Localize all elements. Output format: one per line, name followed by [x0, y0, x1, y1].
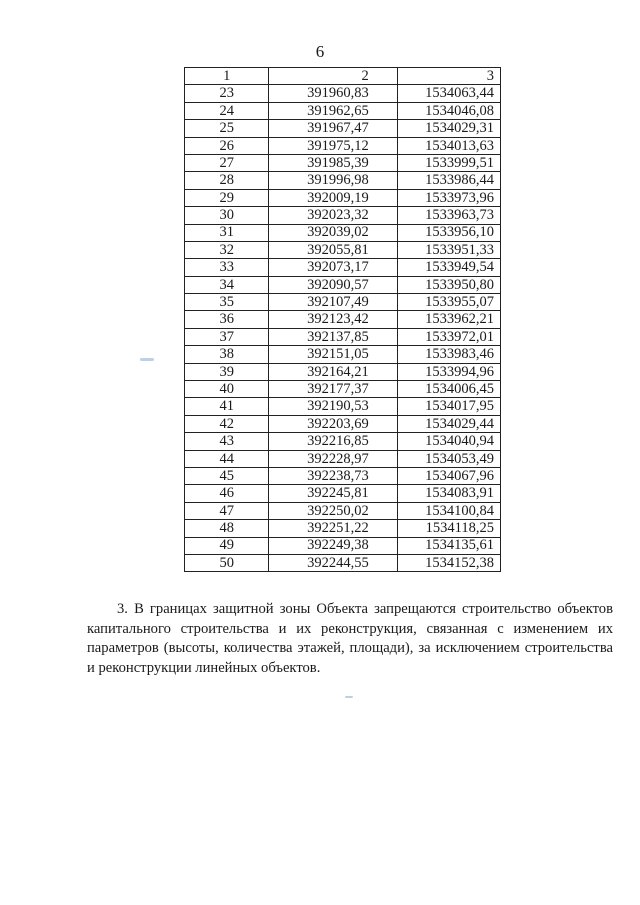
point-number-cell: 44	[185, 450, 269, 467]
table-row	[185, 433, 501, 450]
y-coordinate-cell: 1534006,45	[397, 381, 500, 398]
point-number-cell: 32	[185, 241, 269, 258]
page-number: 6	[315, 42, 325, 61]
column-header-2: 2	[269, 68, 397, 85]
x-coordinate-cell: 391962,65	[269, 102, 397, 119]
table-body	[185, 85, 501, 572]
x-coordinate-cell: 392055,81	[269, 241, 397, 258]
x-coordinate-cell: 392009,19	[269, 189, 397, 206]
table-row	[185, 137, 501, 154]
y-coordinate-cell: 1533994,96	[397, 363, 500, 380]
point-number-cell: 26	[185, 137, 269, 154]
x-coordinate-cell: 392249,38	[269, 537, 397, 554]
point-number-cell: 36	[185, 311, 269, 328]
table-row	[185, 520, 501, 537]
x-coordinate-cell: 392123,42	[269, 311, 397, 328]
y-coordinate-cell: 1533986,44	[397, 172, 500, 189]
table-row	[185, 241, 501, 258]
restriction-paragraph: 3. В границах защитной зоны Объекта запрещаются строительство объектов капитального строительства и их реконструкция, связанная с изменением их параметров (высоты, количества этажей, площади), за исключением строительства и реконструкции линейных объектов.	[87, 601, 613, 676]
y-coordinate-cell: 1534046,08	[397, 102, 500, 119]
x-coordinate-cell: 392228,97	[269, 450, 397, 467]
y-coordinate-cell: 1533949,54	[397, 259, 500, 276]
y-coordinate-cell: 1533955,07	[397, 294, 500, 311]
table-row	[185, 363, 501, 380]
table-row	[185, 224, 501, 241]
table-row	[185, 467, 501, 484]
point-number-cell: 42	[185, 415, 269, 432]
y-coordinate-cell: 1533999,51	[397, 154, 500, 171]
point-number-cell: 25	[185, 120, 269, 137]
y-coordinate-cell: 1534063,44	[397, 85, 500, 102]
x-coordinate-cell: 392073,17	[269, 259, 397, 276]
table-row	[185, 450, 501, 467]
point-number-cell: 39	[185, 363, 269, 380]
table-row	[185, 311, 501, 328]
x-coordinate-cell: 392090,57	[269, 276, 397, 293]
point-number-cell: 50	[185, 554, 269, 571]
table-row	[185, 346, 501, 363]
table-row	[185, 415, 501, 432]
table-row	[185, 120, 501, 137]
table-row	[185, 154, 501, 171]
point-number-cell: 41	[185, 398, 269, 415]
x-coordinate-cell: 392190,53	[269, 398, 397, 415]
y-coordinate-cell: 1533956,10	[397, 224, 500, 241]
point-number-cell: 23	[185, 85, 269, 102]
x-coordinate-cell: 391960,83	[269, 85, 397, 102]
y-coordinate-cell: 1534100,84	[397, 502, 500, 519]
y-coordinate-cell: 1533963,73	[397, 207, 500, 224]
table-row	[185, 276, 501, 293]
coordinates-table	[184, 67, 501, 572]
point-number-cell: 29	[185, 189, 269, 206]
column-header-3: 3	[397, 68, 500, 85]
point-number-cell: 47	[185, 502, 269, 519]
x-coordinate-cell: 392164,21	[269, 363, 397, 380]
table-row	[185, 189, 501, 206]
y-coordinate-cell: 1534040,94	[397, 433, 500, 450]
table-row	[185, 259, 501, 276]
point-number-cell: 40	[185, 381, 269, 398]
table-row	[185, 381, 501, 398]
table-row	[185, 328, 501, 345]
scan-speck	[140, 358, 154, 361]
y-coordinate-cell: 1534017,95	[397, 398, 500, 415]
x-coordinate-cell: 392251,22	[269, 520, 397, 537]
point-number-cell: 31	[185, 224, 269, 241]
x-coordinate-cell: 392151,05	[269, 346, 397, 363]
point-number-cell: 46	[185, 485, 269, 502]
y-coordinate-cell: 1534029,44	[397, 415, 500, 432]
y-coordinate-cell: 1533983,46	[397, 346, 500, 363]
point-number-cell: 35	[185, 294, 269, 311]
table-row	[185, 102, 501, 119]
point-number-cell: 48	[185, 520, 269, 537]
table-row	[185, 172, 501, 189]
table-row	[185, 485, 501, 502]
table-row	[185, 85, 501, 102]
point-number-cell: 33	[185, 259, 269, 276]
point-number-cell: 45	[185, 467, 269, 484]
y-coordinate-cell: 1533962,21	[397, 311, 500, 328]
x-coordinate-cell: 391996,98	[269, 172, 397, 189]
point-number-cell: 34	[185, 276, 269, 293]
column-header-1: 1	[185, 68, 269, 85]
y-coordinate-cell: 1534013,63	[397, 137, 500, 154]
x-coordinate-cell: 391967,47	[269, 120, 397, 137]
y-coordinate-cell: 1534053,49	[397, 450, 500, 467]
y-coordinate-cell: 1534118,25	[397, 520, 500, 537]
x-coordinate-cell: 392177,37	[269, 381, 397, 398]
table-row	[185, 502, 501, 519]
y-coordinate-cell: 1534029,31	[397, 120, 500, 137]
y-coordinate-cell: 1534067,96	[397, 467, 500, 484]
y-coordinate-cell: 1533972,01	[397, 328, 500, 345]
point-number-cell: 27	[185, 154, 269, 171]
y-coordinate-cell: 1533973,96	[397, 189, 500, 206]
point-number-cell: 49	[185, 537, 269, 554]
x-coordinate-cell: 392238,73	[269, 467, 397, 484]
y-coordinate-cell: 1534152,38	[397, 554, 500, 571]
point-number-cell: 30	[185, 207, 269, 224]
x-coordinate-cell: 392250,02	[269, 502, 397, 519]
point-number-cell: 37	[185, 328, 269, 345]
x-coordinate-cell: 391975,12	[269, 137, 397, 154]
x-coordinate-cell: 392203,69	[269, 415, 397, 432]
scan-speck	[345, 696, 353, 698]
table-row	[185, 398, 501, 415]
y-coordinate-cell: 1533950,80	[397, 276, 500, 293]
y-coordinate-cell: 1533951,33	[397, 241, 500, 258]
table-header	[185, 68, 501, 85]
table-row	[185, 554, 501, 571]
table-row	[185, 207, 501, 224]
table-header-row	[185, 68, 501, 85]
y-coordinate-cell: 1534135,61	[397, 537, 500, 554]
x-coordinate-cell: 392137,85	[269, 328, 397, 345]
x-coordinate-cell: 392244,55	[269, 554, 397, 571]
x-coordinate-cell: 392023,32	[269, 207, 397, 224]
x-coordinate-cell: 392039,02	[269, 224, 397, 241]
table-row	[185, 537, 501, 554]
point-number-cell: 24	[185, 102, 269, 119]
table-row	[185, 294, 501, 311]
x-coordinate-cell: 392107,49	[269, 294, 397, 311]
x-coordinate-cell: 392245,81	[269, 485, 397, 502]
x-coordinate-cell: 391985,39	[269, 154, 397, 171]
point-number-cell: 38	[185, 346, 269, 363]
point-number-cell: 28	[185, 172, 269, 189]
y-coordinate-cell: 1534083,91	[397, 485, 500, 502]
point-number-cell: 43	[185, 433, 269, 450]
x-coordinate-cell: 392216,85	[269, 433, 397, 450]
